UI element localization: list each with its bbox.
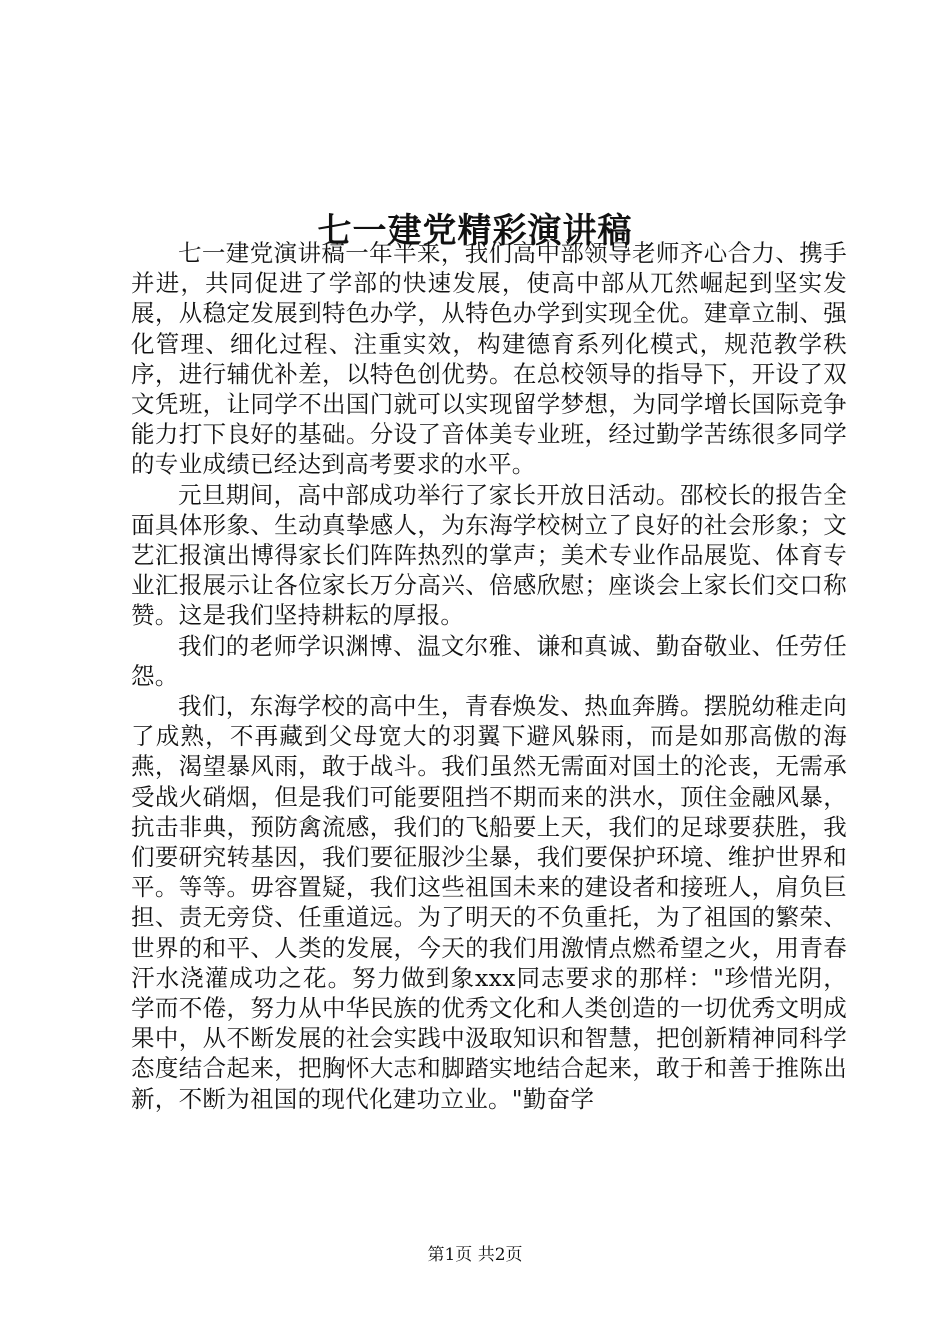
paragraph-3: 我们的老师学识渊博、温文尔雅、谦和真诚、勤奋敬业、任劳任怨。: [131, 631, 847, 690]
paragraph-1: 七一建党演讲稿一年半来，我们高中部领导老师齐心合力、携手并进，共同促进了学部的快速发展，使高中部从兀然崛起到坚实发展，从稳定发展到特色办学，从特色办学到实现全优。建章立制、强化管理、细化过程、注重实效，构建德育系列化模式，规范教学秩序，进行辅优补差，以特色创优势。在总校领导的指导下，开设了双文凭班，让同学不出国门就可以实现留学梦想，为同学增长国际竞争能力打下良好的基础。分设了音体美专业班，经过勤学苦练很多同学的专业成绩已经达到高考要求的水平。: [131, 239, 847, 479]
paragraph-2: 元旦期间，高中部成功举行了家长开放日活动。邵校长的报告全面具体形象、生动真挚感人，为东海学校树立了良好的社会形象；文艺汇报演出博得家长们阵阵热烈的掌声；美术专业作品展览、体育专业汇报展示让各位家长万分高兴、倍感欣慰；座谈会上家长们交口称赞。这是我们坚持耕耘的厚报。: [131, 480, 847, 630]
document-title: 七一建党精彩演讲稿: [317, 210, 633, 251]
page-number-footer: 第1页 共2页: [427, 1245, 523, 1265]
document-body: [131, 238, 847, 1114]
paragraph-4: 我们，东海学校的高中生，青春焕发、热血奔腾。摆脱幼稚走向了成熟，不再藏到父母宽大的羽翼下避风躲雨，而是如那高傲的海燕，渴望暴风雨，敢于战斗。我们虽然无需面对国土的沦丧，无需承受战火硝烟，但是我们可能要阻挡不期而来的洪水，顶住金融风暴，抗击非典，预防禽流感，我们的飞船要上天，我们的足球要获胜，我们要研究转基因，我们要征服沙尘暴，我们要保护环境、维护世界和平。等等。毋容置疑，我们这些祖国未来的建设者和接班人，肩负巨担、责无旁贷、任重道远。为了明天的不负重托，为了祖国的繁荣、世界的和平、人类的发展，今天的我们用激情点燃希望之火，用青春汗水浇灌成功之花。努力做到象xxx同志要求的那样："珍惜光阴，学而不倦，努力从中华民族的优秀文化和人类创造的一切优秀文明成果中，从不断发展的社会实践中汲取知识和智慧，把创新精神同科学态度结合起来，把胸怀大志和脚踏实地结合起来，敢于和善于推陈出新，不断为祖国的现代化建功立业。"勤奋学: [131, 692, 847, 1113]
